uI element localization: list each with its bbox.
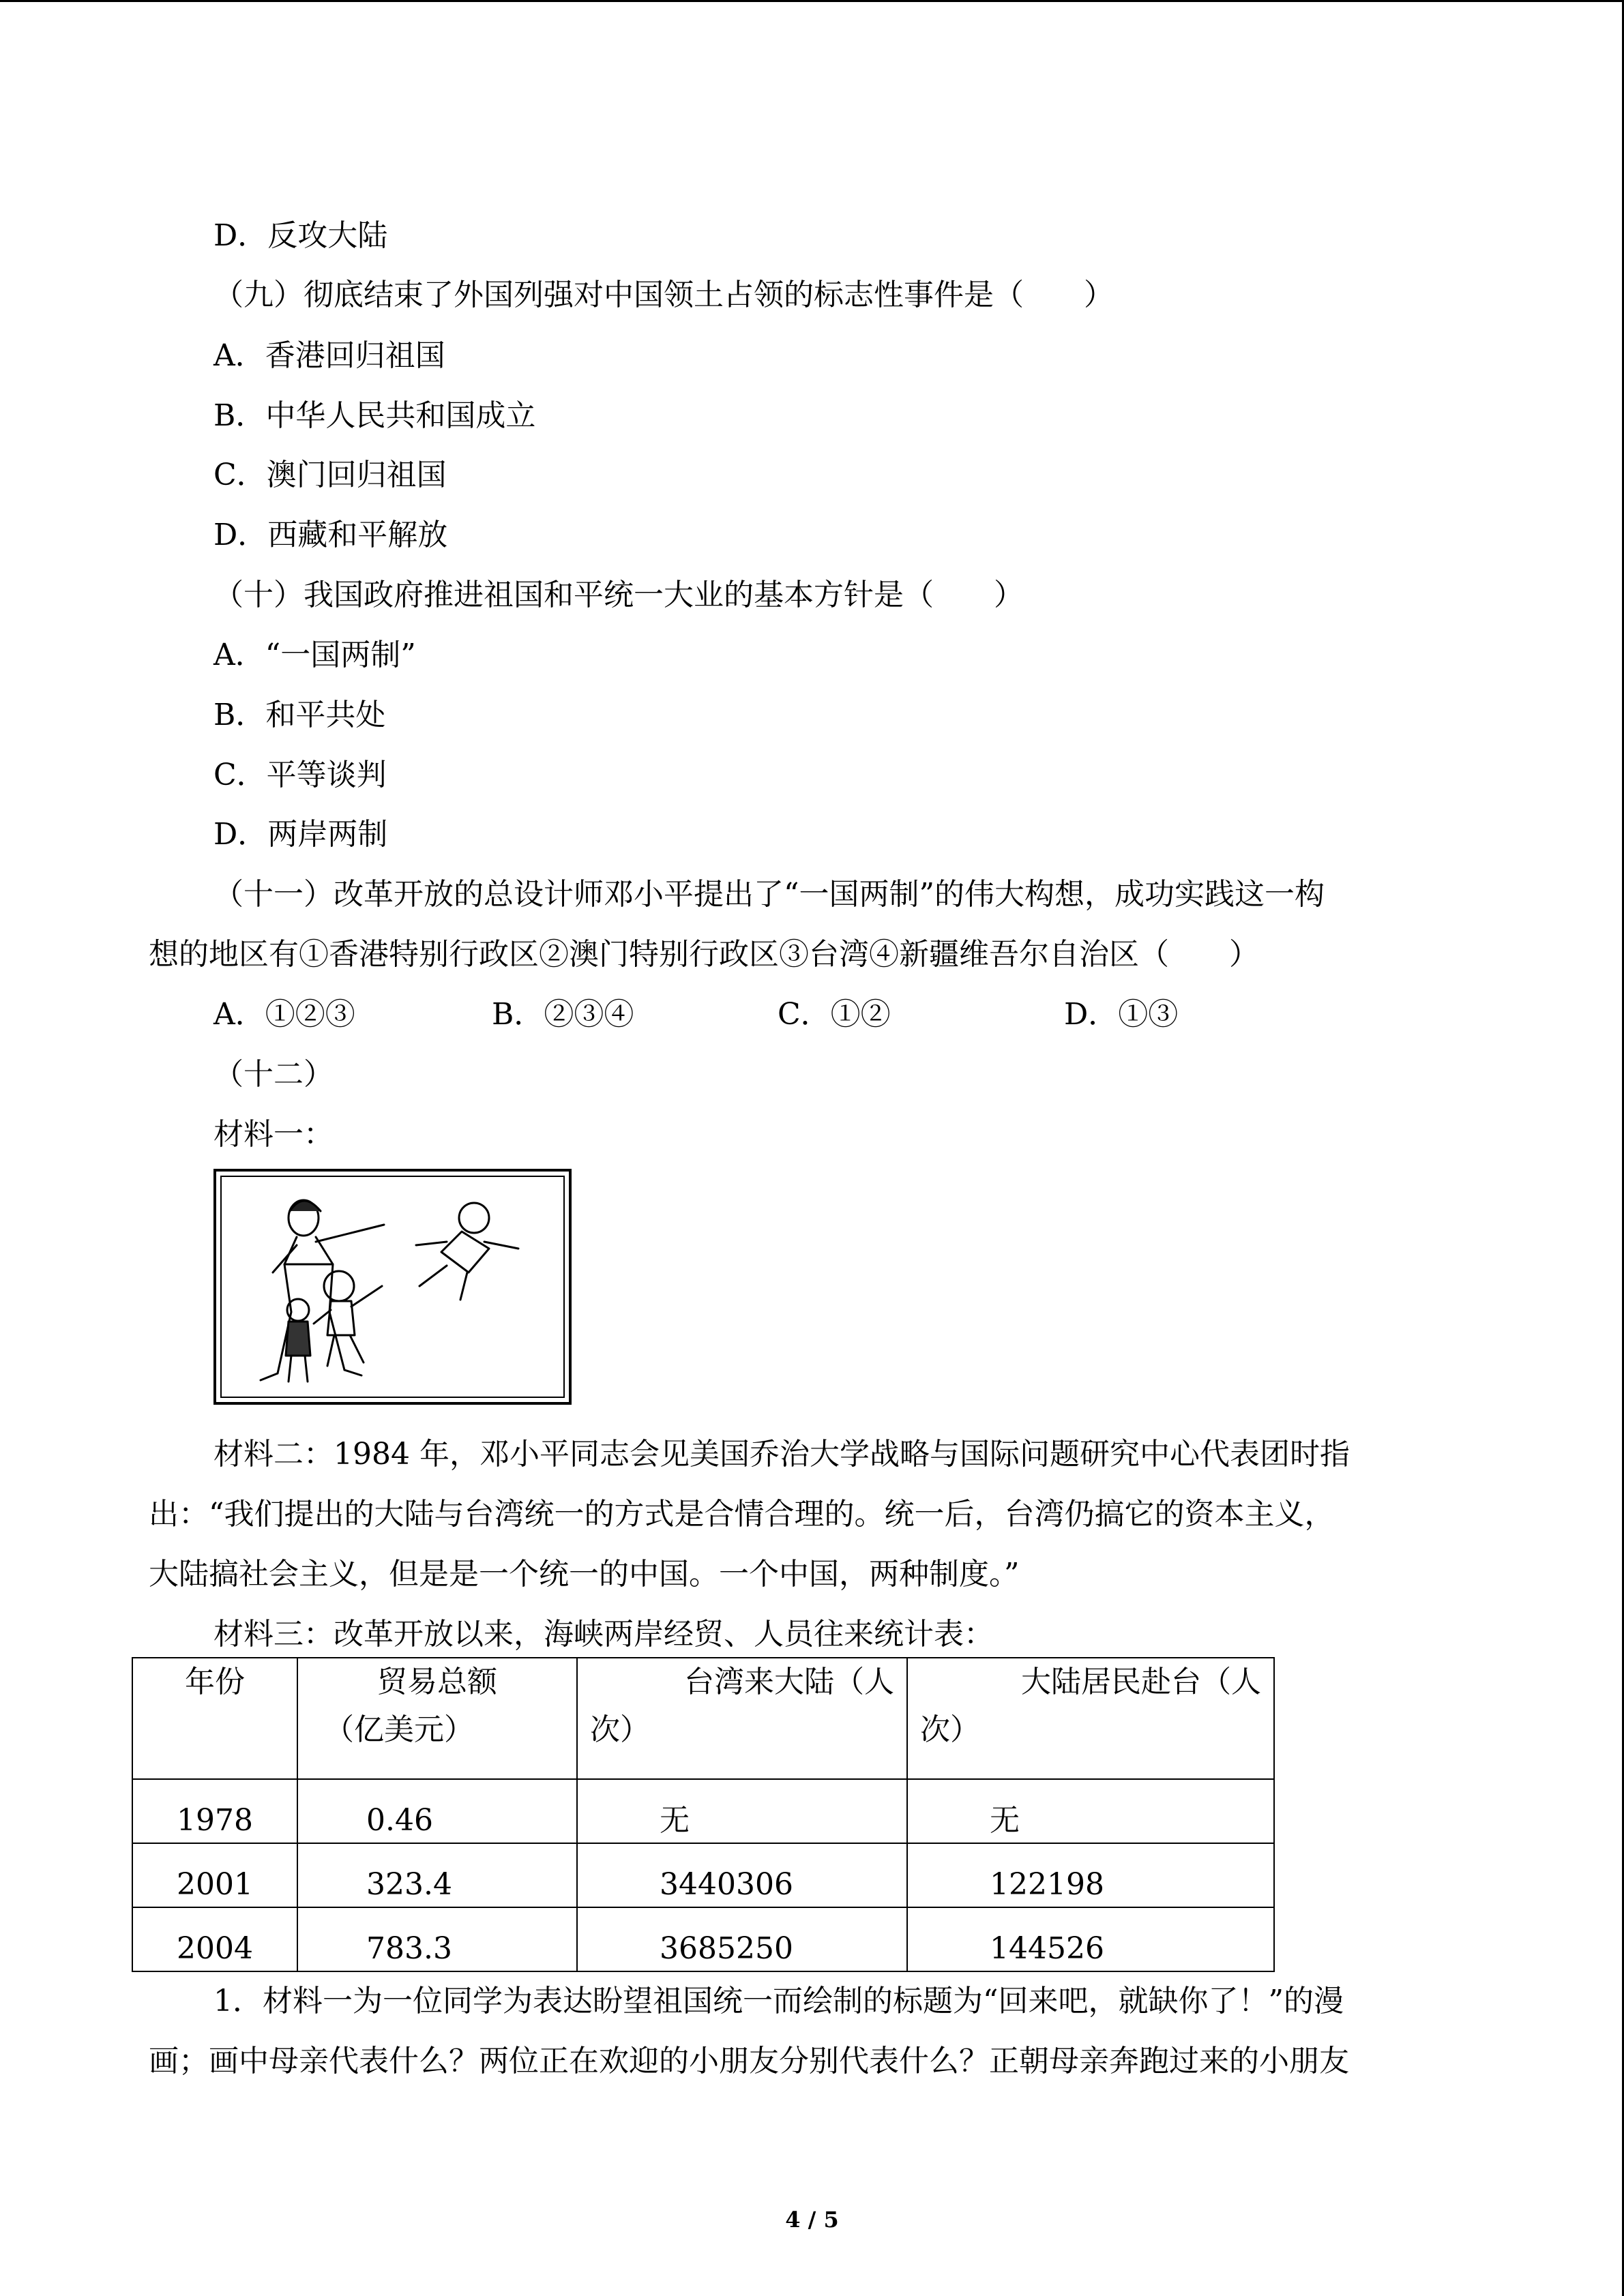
table-cell: 3685250 bbox=[577, 1907, 907, 1971]
cartoon-image bbox=[213, 1169, 572, 1405]
table-cell: 0.46 bbox=[297, 1779, 577, 1843]
table-row bbox=[132, 1843, 1274, 1907]
table-row bbox=[132, 1907, 1274, 1971]
table-row bbox=[132, 1779, 1274, 1843]
question-12-1-stem: 1．材料一为一位同学为表达盼望祖国统一而绘制的标题为“回来吧，就缺你了！”的漫 bbox=[213, 1984, 1344, 2018]
option-text: C．平等谈判 bbox=[213, 758, 387, 792]
table-header-cell bbox=[297, 1658, 577, 1779]
header-line: 台湾来大陆（人 bbox=[684, 1665, 894, 1699]
material-2-para: 材料二：1984 年，邓小平同志会见美国乔治大学战略与国际问题研究中心代表团时指 bbox=[213, 1437, 1350, 1472]
question-11-options bbox=[213, 996, 1509, 1034]
header-line: 年份 bbox=[185, 1665, 245, 1699]
page-number: 4 / 5 bbox=[785, 2207, 839, 2233]
option-text: D．西藏和平解放 bbox=[213, 518, 448, 552]
material-3-label: 材料三：改革开放以来，海峡两岸经贸、人员往来统计表： bbox=[213, 1617, 994, 1652]
option-text: B．和平共处 bbox=[213, 698, 386, 732]
table-cell: 783.3 bbox=[297, 1907, 577, 1971]
cartoon-drawing bbox=[222, 1177, 563, 1397]
question-11-stem: （十一）改革开放的总设计师邓小平提出了“一国两制”的伟大构想，成功实践这一构 bbox=[213, 877, 1325, 912]
option-a: A．①②③ bbox=[213, 997, 355, 1032]
table-cell: 2001 bbox=[132, 1843, 297, 1907]
option-text: A．香港回归祖国 bbox=[213, 338, 445, 373]
material-2-para-cont: 大陆搞社会主义，但是是一个统一的中国。一个中国，两种制度。” bbox=[149, 1557, 1020, 1592]
option-b: B．②③④ bbox=[492, 997, 634, 1032]
question-9-stem: （九）彻底结束了外国列强对中国领土占领的标志性事件是（ ） bbox=[213, 278, 1114, 312]
header-line: 大陆居民赴台（人 bbox=[1021, 1665, 1261, 1699]
option-text: D．反攻大陆 bbox=[213, 218, 388, 253]
table-cell: 1978 bbox=[132, 1779, 297, 1843]
option-text: B．中华人民共和国成立 bbox=[213, 398, 536, 433]
material-1-label: 材料一： bbox=[213, 1117, 334, 1152]
option-c: C．①② bbox=[778, 997, 891, 1032]
table-cell: 122198 bbox=[907, 1843, 1274, 1907]
table-cell: 2004 bbox=[132, 1907, 297, 1971]
option-text: A．“一国两制” bbox=[213, 638, 416, 672]
table-header-row bbox=[132, 1658, 1274, 1779]
table-cell: 144526 bbox=[907, 1907, 1274, 1971]
table-cell: 323.4 bbox=[297, 1843, 577, 1907]
table-header-cell bbox=[577, 1658, 907, 1779]
option-text: D．两岸两制 bbox=[213, 817, 388, 852]
question-10-stem: （十）我国政府推进祖国和平统一大业的基本方针是（ ） bbox=[213, 578, 1024, 612]
page-border-top bbox=[0, 0, 1624, 2]
table-cell: 3440306 bbox=[577, 1843, 907, 1907]
question-12-1-stem-cont: 画；画中母亲代表什么？两位正在欢迎的小朋友分别代表什么？正朝母亲奔跑过来的小朋友 bbox=[149, 2044, 1349, 2078]
option-text: C．澳门回归祖国 bbox=[213, 458, 447, 492]
question-12-heading: （十二） bbox=[213, 1057, 334, 1092]
header-line: （亿美元） bbox=[324, 1712, 474, 1747]
stats-table bbox=[132, 1657, 1275, 1972]
table-cell: 无 bbox=[577, 1779, 907, 1843]
header-line: 次） bbox=[920, 1712, 980, 1747]
material-2-para-cont: 出：“我们提出的大陆与台湾统一的方式是合情合理的。统一后，台湾仍搞它的资本主义， bbox=[149, 1497, 1335, 1532]
header-line: 次） bbox=[590, 1712, 650, 1747]
header-line: 贸易总额 bbox=[377, 1665, 497, 1699]
question-11-stem-cont: 想的地区有①香港特别行政区②澳门特别行政区③台湾④新疆维吾尔自治区（ ） bbox=[149, 937, 1259, 972]
table-header-cell bbox=[132, 1658, 297, 1779]
table-header-cell bbox=[907, 1658, 1274, 1779]
table-cell: 无 bbox=[907, 1779, 1274, 1843]
option-d: D．①③ bbox=[1064, 997, 1179, 1032]
